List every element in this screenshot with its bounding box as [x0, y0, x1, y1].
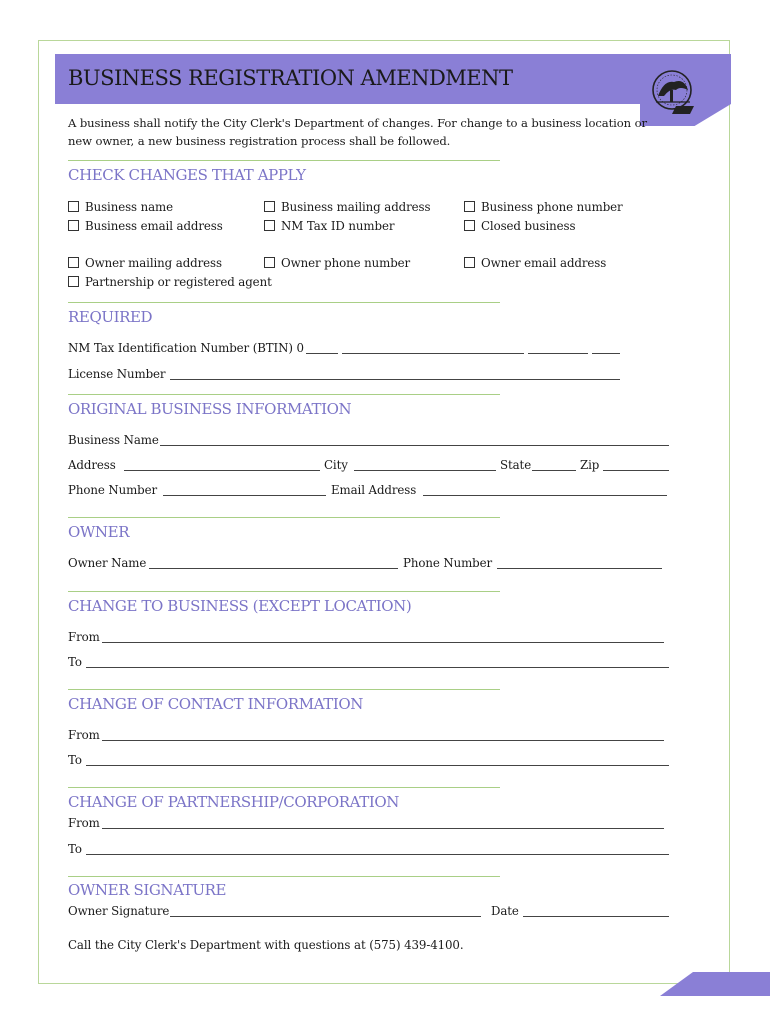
address-label: Address	[68, 458, 116, 472]
checkbox-business-mailing[interactable]	[264, 200, 430, 214]
phone-field[interactable]	[163, 495, 326, 496]
checkbox-business-email[interactable]	[68, 219, 223, 233]
license-field[interactable]	[170, 379, 620, 380]
email-label: Email Address	[331, 483, 417, 497]
checkbox-label: Partnership or registered agent	[85, 275, 272, 289]
license-label: License Number	[68, 367, 166, 381]
section-heading-change-business: CHANGE TO BUSINESS (EXCEPT LOCATION)	[68, 597, 412, 615]
checkbox-box[interactable]	[264, 201, 275, 212]
state-field[interactable]	[532, 470, 576, 471]
owner-signature-field[interactable]	[170, 916, 481, 917]
checkbox-box[interactable]	[68, 257, 79, 268]
section-rule	[68, 302, 500, 303]
zip-label: Zip	[580, 458, 600, 472]
change-business-to-field[interactable]	[86, 667, 669, 668]
checkbox-business-name[interactable]	[68, 200, 173, 214]
checkbox-box[interactable]	[464, 220, 475, 231]
city-seal-icon	[650, 68, 694, 116]
section-rule	[68, 787, 500, 788]
checkbox-label: NM Tax ID number	[281, 219, 395, 233]
footer-contact-text: Call the City Clerk's Department with questions at (575) 439-4100.	[68, 938, 464, 952]
checkbox-closed-business[interactable]	[464, 219, 575, 233]
checkbox-owner-email[interactable]	[464, 256, 606, 270]
section-rule	[68, 394, 500, 395]
form-title: BUSINESS REGISTRATION AMENDMENT	[68, 66, 513, 90]
change-contact-from-field[interactable]	[102, 740, 664, 741]
checkbox-box[interactable]	[68, 276, 79, 287]
section-heading-change-partnership: CHANGE OF PARTNERSHIP/CORPORATION	[68, 793, 399, 811]
checkbox-nm-tax-id[interactable]	[264, 219, 394, 233]
section-heading-change-contact: CHANGE OF CONTACT INFORMATION	[68, 695, 364, 713]
to-label: To	[68, 655, 82, 669]
from-label: From	[68, 816, 100, 830]
owner-signature-label: Owner Signature	[68, 904, 170, 918]
from-label: From	[68, 728, 100, 742]
checkbox-label: Business mailing address	[281, 200, 431, 214]
change-partnership-to-field[interactable]	[86, 854, 669, 855]
to-label: To	[68, 842, 82, 856]
date-label: Date	[491, 904, 519, 918]
owner-phone-label: Phone Number	[403, 556, 493, 570]
checkbox-label: Closed business	[481, 219, 576, 233]
checkbox-label: Owner email address	[481, 256, 607, 270]
checkbox-box[interactable]	[464, 257, 475, 268]
checkbox-partnership[interactable]	[68, 275, 272, 289]
checkbox-box[interactable]	[464, 201, 475, 212]
zip-field[interactable]	[603, 470, 669, 471]
state-label: State	[500, 458, 532, 472]
checkbox-label: Business phone number	[481, 200, 623, 214]
date-field[interactable]	[523, 916, 669, 917]
checkbox-owner-phone[interactable]	[264, 256, 410, 270]
checkbox-box[interactable]	[68, 220, 79, 231]
change-business-from-field[interactable]	[102, 642, 664, 643]
owner-name-field[interactable]	[149, 568, 398, 569]
section-heading-required: REQUIRED	[68, 308, 153, 326]
from-label: From	[68, 630, 100, 644]
owner-name-label: Owner Name	[68, 556, 147, 570]
change-partnership-from-field[interactable]	[102, 828, 664, 829]
email-field[interactable]	[423, 495, 667, 496]
section-heading-owner-signature: OWNER SIGNATURE	[68, 881, 227, 899]
checkbox-box[interactable]	[264, 220, 275, 231]
section-heading-check-changes: CHECK CHANGES THAT APPLY	[68, 166, 306, 184]
phone-label: Phone Number	[68, 483, 158, 497]
btin-field-1[interactable]	[306, 353, 338, 354]
intro-text: A business shall notify the City Clerk's Department of changes. For change to a business location or new owner, a new business registration process shall be followed.	[68, 116, 647, 148]
section-heading-original-business: ORIGINAL BUSINESS INFORMATION	[68, 400, 352, 418]
btin-field-3[interactable]	[528, 353, 588, 354]
city-label: City	[324, 458, 348, 472]
btin-field-4[interactable]	[592, 353, 620, 354]
section-rule	[68, 517, 500, 518]
address-field[interactable]	[124, 470, 320, 471]
city-field[interactable]	[354, 470, 496, 471]
owner-phone-field[interactable]	[497, 568, 662, 569]
checkbox-owner-mailing[interactable]	[68, 256, 222, 270]
checkbox-box[interactable]	[68, 201, 79, 212]
section-heading-owner: OWNER	[68, 523, 130, 541]
section-rule	[68, 591, 500, 592]
checkbox-box[interactable]	[264, 257, 275, 268]
checkbox-label: Owner mailing address	[85, 256, 222, 270]
checkbox-business-phone[interactable]	[464, 200, 623, 214]
business-name-field[interactable]	[160, 445, 669, 446]
section-rule	[68, 876, 500, 877]
checkbox-label: Business email address	[85, 219, 223, 233]
change-contact-to-field[interactable]	[86, 765, 669, 766]
checkbox-label: Owner phone number	[281, 256, 411, 270]
business-name-label: Business Name	[68, 433, 159, 447]
btin-field-2[interactable]	[342, 353, 524, 354]
btin-label: NM Tax Identification Number (BTIN) 0	[68, 341, 304, 355]
section-rule	[68, 160, 500, 161]
checkbox-label: Business name	[85, 200, 174, 214]
section-rule	[68, 689, 500, 690]
to-label: To	[68, 753, 82, 767]
